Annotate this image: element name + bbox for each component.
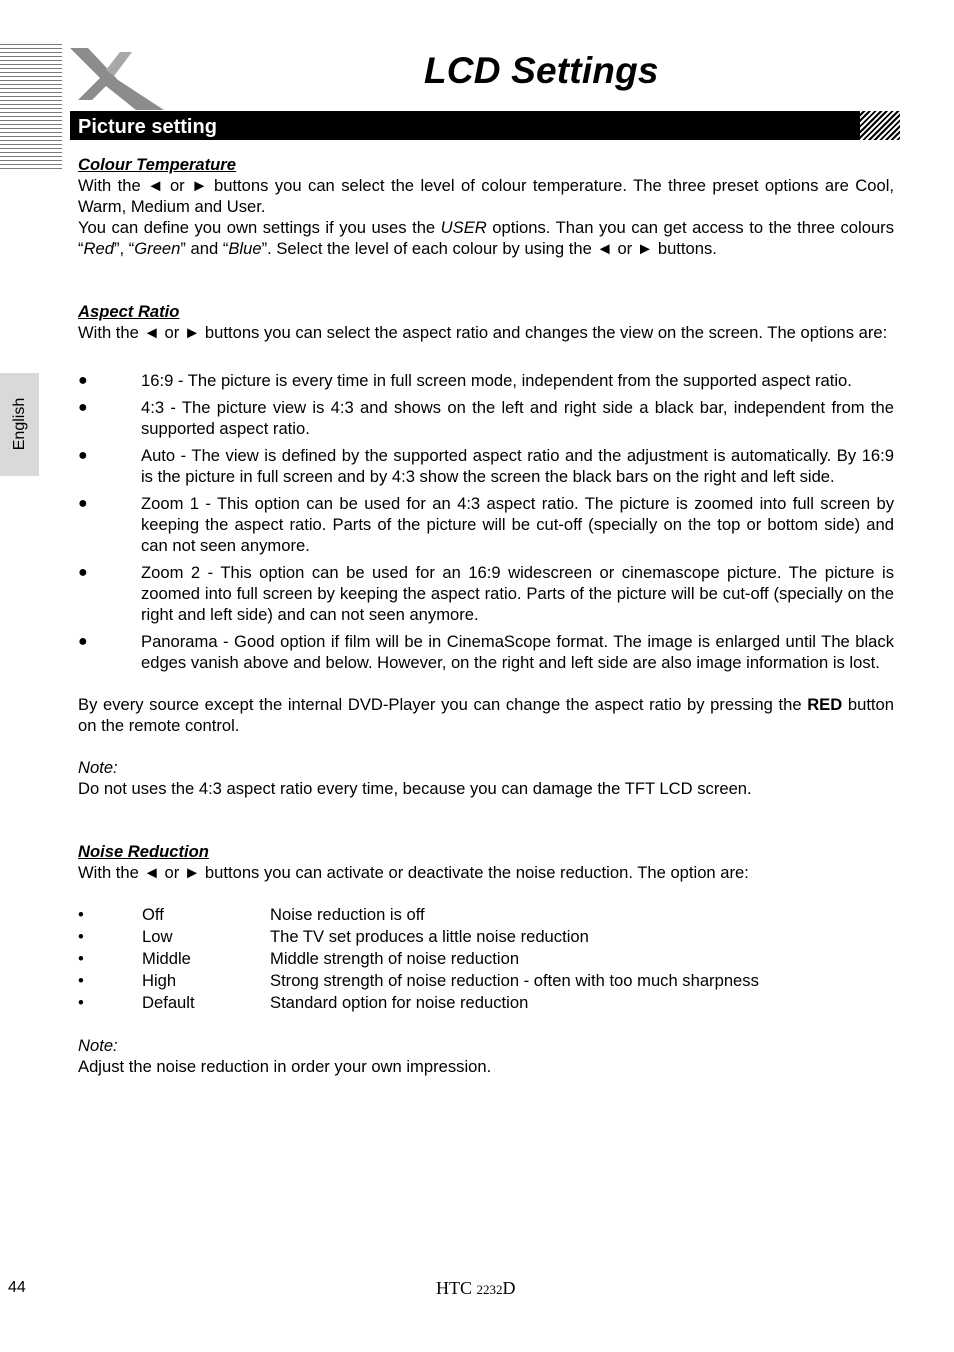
aspect-ratio-intro: With the ◄ or ► buttons you can select the aspect ratio and changes the view on the screen. The options are: [78,323,888,342]
aspect-ratio-source-text: By every source except the internal DVD-Player you can change the aspect ratio by pressing the RED button on the remote control. [78,695,894,735]
aspect-ratio-heading: Aspect Ratio [78,302,180,321]
table-row: • Default Standard option for noise reduction [78,993,529,1012]
section-header-bar [70,111,900,140]
decorative-stripes [0,44,62,172]
colour-temperature-heading: Colour Temperature [78,155,236,174]
table-row: • Off Noise reduction is off [78,905,425,924]
noise-reduction-note-text: Adjust the noise reduction in order your own impression. [78,1057,492,1076]
colour-temperature-text: With the ◄ or ► buttons you can select the level of colour temperature. The three preset options are Cool, Warm, Medium and User. [78,176,894,216]
noise-reduction-note-label: Note: [78,1036,118,1055]
section-title: Picture setting [78,116,217,138]
language-tab-label: English [11,397,28,451]
aspect-ratio-note-text: Do not uses the 4:3 aspect ratio every time, because you can damage the TFT LCD screen. [78,779,752,798]
list-item: ● Zoom 2 - This option can be used for an 16:9 widescreen or cinemascope picture. The picture is zoomed into full screen by keeping the aspect ratio. Parts of the picture will be cut-off (specially on the right and left side) and can not seen anymore. [78,563,894,624]
noise-reduction-options [78,904,759,1014]
model-name: HTC 2232D [436,1278,516,1298]
aspect-ratio-note-label: Note: [78,758,118,777]
brand-x-logo [66,44,170,112]
hatch-decoration [860,111,900,140]
colour-temperature-user-text: You can define you own settings if you uses the USER options. Than you can get access to the three colours “Red”, “Green” and “Blue”. Select the level of each colour by using the ◄ or ► buttons. [78,218,895,258]
list-item: ● Zoom 1 - This option can be used for an 4:3 aspect ratio. The picture is zoomed into full screen by keeping the aspect ratio. Parts of the picture will be cut-off (specially on the top or bottom side) and can not seen anymore. [78,494,894,555]
list-item: ● Auto - The view is defined by the supported aspect ratio and the adjustment is automatically. By 16:9 is the picture in full screen and by 4:3 show the screen the black bars on the right and left side. [78,446,894,486]
table-row: • High Strong strength of noise reduction - often with too much sharpness [78,971,759,990]
page-title: LCD Settings [424,50,659,91]
table-row: • Middle Middle strength of noise reduction [78,949,520,968]
list-item: ● 16:9 - The picture is every time in full screen mode, independent from the supported aspect ratio. [78,371,852,390]
noise-reduction-intro: With the ◄ or ► buttons you can activate or deactivate the noise reduction. The option are: [78,863,749,882]
page-content [78,154,894,1077]
table-row: • Low The TV set produces a little noise reduction [78,927,589,946]
aspect-ratio-list [78,370,894,673]
noise-reduction-heading: Noise Reduction [78,842,209,861]
page-number: 44 [8,1279,26,1296]
list-item: ● 4:3 - The picture view is 4:3 and shows on the left and right side a black bar, independent from the supported aspect ratio. [78,398,894,438]
list-item: ● Panorama - Good option if film will be in CinemaScope format. The image is enlarged until The black edges vanish above and below. However, on the right and left side are also image information is lost. [78,632,894,672]
